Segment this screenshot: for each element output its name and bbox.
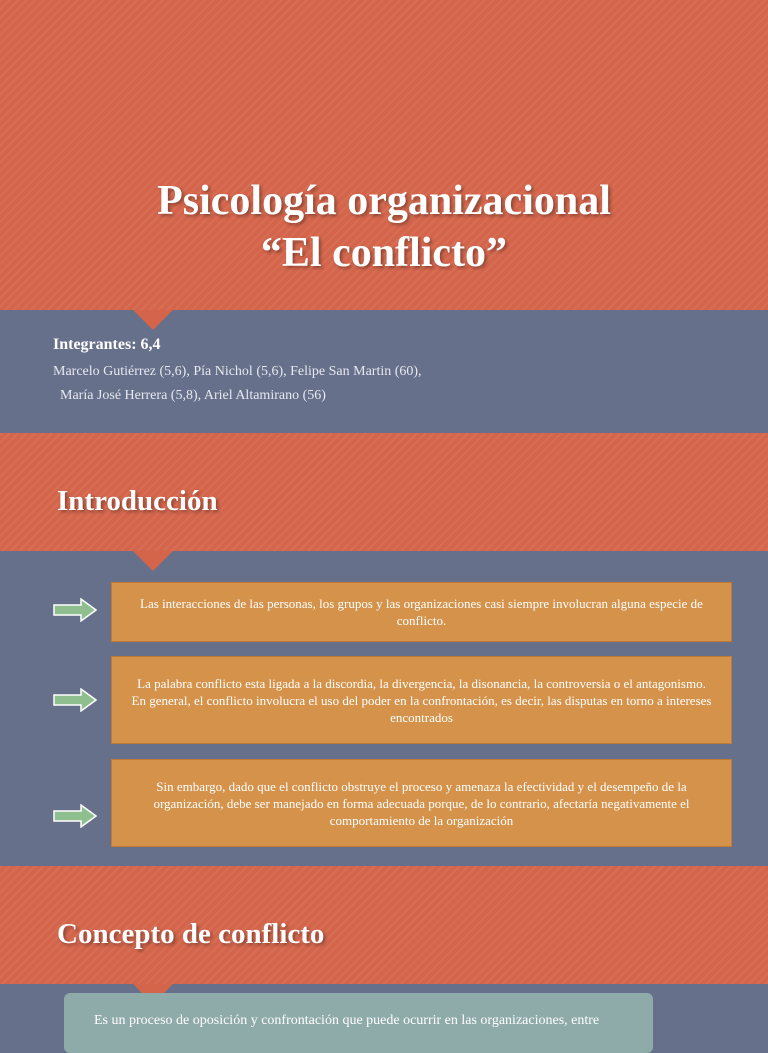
- arrow-icon: [53, 688, 97, 712]
- title-notch: [133, 310, 173, 330]
- arrow-icon: [53, 598, 97, 622]
- intro-box-1: [111, 582, 732, 642]
- members-line-1: Marcelo Gutiérrez (5,6), Pía Nichol (5,6), Felipe San Martin (60),: [53, 364, 422, 379]
- members-line-2: María José Herrera (5,8), Ariel Altamirano (56): [60, 388, 326, 403]
- slide-title-line1: Psicología organizacional: [157, 178, 611, 224]
- intro-heading: Introducción: [57, 485, 218, 517]
- intro-box-1-text: Las interacciones de las personas, los grupos y las organizaciones casi siempre involucran alguna especie de conflicto.: [140, 596, 703, 628]
- concept-text: Es un proceso de oposición y confrontación que puede ocurrir en las organizaciones, entre: [94, 1013, 600, 1028]
- intro-box-3: [111, 759, 732, 847]
- intro-notch: [133, 551, 173, 571]
- intro-box-3-text: Sin embargo, dado que el conflicto obstruye el proceso y amenaza la efectividad y el desempeño de la organización, debe ser manejado en forma adecuada porque, de lo contrario, afectaría negativamente el comportamiento de la organización: [153, 778, 690, 828]
- slide-title-line2: “El conflicto”: [260, 230, 508, 276]
- concept-box: [64, 993, 653, 1053]
- intro-box-2: [111, 656, 732, 744]
- arrow-icon: [53, 804, 97, 828]
- intro-box-2-text-1: La palabra conflicto esta ligada a la discordia, la divergencia, la disonancia, la controversia o el antagonismo.: [137, 675, 706, 691]
- members-heading: Integrantes: 6,4: [53, 336, 161, 353]
- concept-heading: Concepto de conflicto: [57, 918, 325, 950]
- intro-box-2-text-2: En general, el conflicto involucra el uso del poder en la confrontación, es decir, las disputas en torno a intereses encontrados: [131, 692, 712, 725]
